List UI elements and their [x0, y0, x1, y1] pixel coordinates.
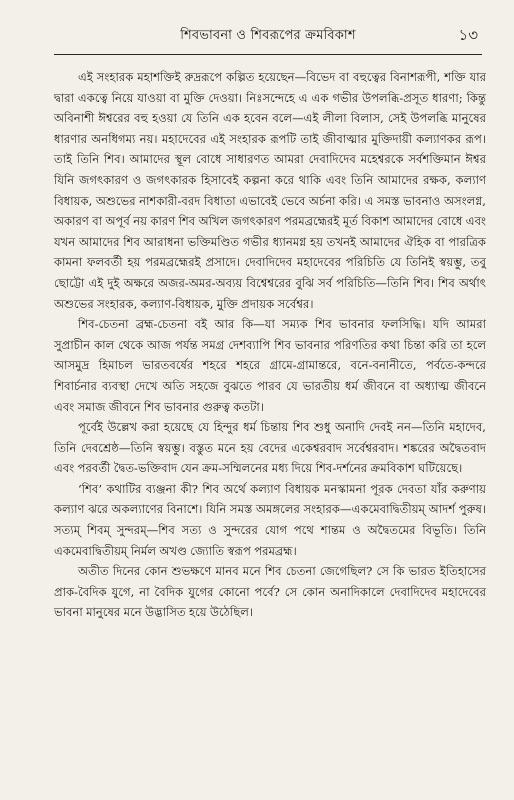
paragraph: ‘শিব’ কথাটির ব্যঞ্জনা কী? শিব অর্থে কল্যাণ বিধায়ক মনস্কামনা পূরক দেবতা যাঁর করুণায় কল্যাণ ঝরে অকল্যাণের বিনাশে। যিনি সমস্ত অমঙ্গলের সংহারক—একমেবাদ্বিতীয়ম্ আদর্শ পুরুষ। সত্যম্ শিবম্ সুন্দরম্—শিব সত্য ও সুন্দরের যোগ পথে শান্তম ও অদ্বৈতমের বিভূতি। তিনি একমেবাদ্বিতীয়ম্ নির্মল অখণ্ড জ্যোতি স্বরূপ পরমব্রহ্ম।: [54, 481, 486, 558]
paragraph: অতীত দিনের কোন শুভক্ষণে মানব মনে শিব চেতনা জেগেছিল? সে কি ভারত ইতিহাসের প্রাক-বৈদিক যুগে, না বৈদিক যুগের কোনো পর্বে? সে কোন অনাদিকালে দেবাদিদেব মহাদেবের ভাবনা মানুষের মনে উদ্ভাসিত হয়ে উঠেছিল।: [54, 564, 486, 620]
running-head: শিবভাবনা ও শিবরূপের ক্রমবিকাশ: [180, 28, 356, 43]
body-text: [54, 67, 486, 623]
paragraph: পূর্বেই উল্লেখ করা হয়েছে যে হিন্দুর ধর্ম চিন্তায় শিব শুধু অনাদি দেবই নন—তিনি মহাদেব, তিনি দেবশ্রেষ্ঠ—তিনি স্বয়ম্ভু। বস্তুত মনে হয় বেদের একেশ্বরবাদ সর্বেশ্বরবাদ। শঙ্করের অদ্বৈতবাদ এবং পরবর্তী দ্বৈত-ভক্তিবাদ যেন ক্রম-সম্মিলনের মধ্য দিয়ে শিব-দর্শনের ক্রমবিকাশ ঘটিয়েছে।: [54, 420, 486, 476]
paragraph: এই সংহারক মহাশক্তিই রুদ্ররূপে কল্পিত হয়েছেন—বিভেদ বা বহুত্বের বিনাশরূপী, শক্তি যার দ্বারা একত্বে নিয়ে যাওয়া বা মুক্তি দেওয়া। নিঃসন্দেহে এ এক গভীর উপলব্ধি-প্রসূত ধারণা; কিন্তু অবিনাশী ঈশ্বরের বহু হওয়া যে তিনি এক হবেন বলে—এই লীলা বিলাস, সেই উপলব্ধি মানুষের ধারণার অনধিগম্য নয়। মহাদেবের এই সংহারক রূপটি তাই জীবাত্মার মুক্তিদায়ী কল্যাণকর রূপ। তাই তিনি শিব। আমাদের স্থূল বোধে সাধারণত আমরা দেবাদিদেব মহেশ্বরকে সর্বশক্তিমান ঈশ্বর যিনি জগৎকারণ ও জগৎকারক হিসাবেই কল্পনা করে থাকি এবং তিনি আমাদের রক্ষক, কল্যাণ বিধায়ক, অশুভের নাশকারী-বরদ বিধাতা এভাবেই ভেবে অর্চনা করি। এ সমস্ত ভাবনাও অসংলগ্ন, অকারণ বা অপূর্ব নয় কারণ শিব অখিল জগৎকারণ পরমব্রহ্মেরই মূর্ত বিকাশ আমাদের বোধে এবং যখন আমাদের শিব আরাধনা ভক্তিমণ্ডিত গভীর ধ্যানমগ্ন হয় তখনই আমাদের ঐহিক বা পারত্রিক কামনা ফলবর্তী হয় পরমব্রহ্মেরই প্রসাদে। দেবাদিদেব মহাদেবের পরিচিতি যে তিনিই স্বয়ম্ভু, তবু ছোট্টো এই দুই অক্ষরে অজর-অমর-অব্যয় বিশ্বেশ্বরের বুঝি সর্ব পরিচিতি—তিনি শিব। শিব অর্থাৎ অশুভের সংহারক, কল্যাণ-বিধায়ক, মুক্তি প্রদায়ক সর্বেশ্বর।: [54, 70, 487, 311]
page-number: ১৩: [458, 26, 478, 44]
page-header: [54, 18, 482, 55]
paragraph: শিব-চেতনা ব্রহ্ম-চেতনা বই আর কি—যা সম্যক শিব ভাবনার ফলসিদ্ধি। যদি আমরা সুপ্রাচীন কাল থেকে আজ পর্যন্ত সমগ্র দেশব্যাপি শিব ভাবনার পরিণতির কথা চিন্তা করি তা হলে আসমুদ্র হিমাচল ভারতবর্ষের শহরে শহরে গ্রামে-গ্রামান্তরে, বনে-বনানীতে, পর্বতে-কন্দরে শিবার্চনার ব্যবস্থা দেখে অতি সহজে বুঝতে পারব যে ভারতীয় ধর্ম জীবনে বা অধ্যাত্ম জীবনে এবং সমাজ জীবনে শিব ভাবনার গুরুত্ব কতটা।: [54, 317, 486, 414]
